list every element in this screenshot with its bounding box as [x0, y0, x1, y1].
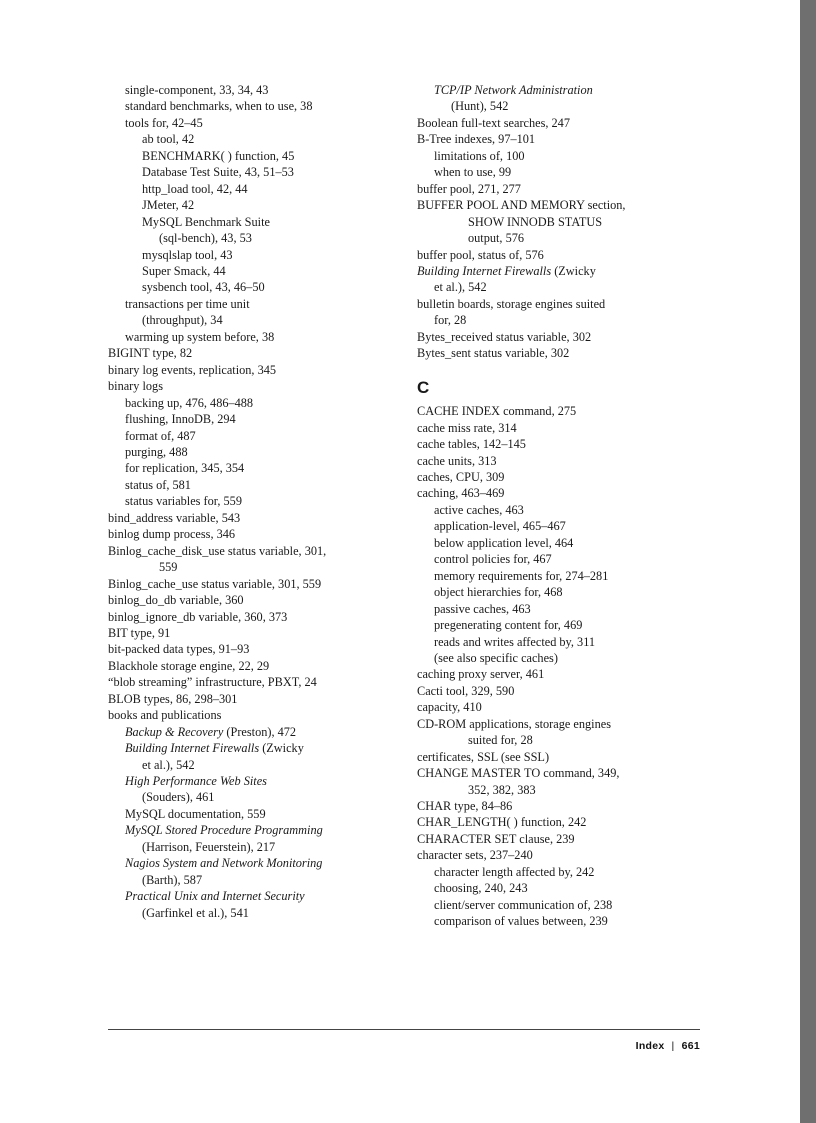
index-entry: [108, 493, 391, 509]
index-entry-text: reads and writes affected by, 311: [434, 634, 596, 649]
index-entry: [108, 806, 391, 822]
index-entry: [108, 609, 391, 625]
index-entry: [108, 477, 391, 493]
index-entry-text: transactions per time unit: [125, 296, 250, 311]
index-entry-title-italic: High Performance Web Sites: [125, 774, 267, 789]
index-entry-text: single-component, 33, 34, 43: [125, 83, 269, 97]
index-entry-text: buffer pool, status of, 576: [417, 247, 544, 262]
index-entry-text: sysbench tool, 43, 46–50: [142, 280, 265, 295]
index-entry-text: bind_address variable, 543: [108, 510, 241, 525]
index-entry: [417, 230, 700, 246]
index-entry-text: binlog dump process, 346: [108, 527, 236, 542]
index-entry-text: 559: [159, 560, 178, 575]
index-entry: [108, 444, 391, 460]
index-entry-text: warming up system before, 38: [125, 329, 275, 344]
index-entry-title-italic: Building Internet Firewalls: [125, 741, 260, 756]
index-entry: [417, 263, 700, 279]
index-entry-text: memory requirements for, 274–281: [434, 568, 609, 583]
footer-separator: |: [671, 1040, 675, 1052]
index-entry-text: flushing, InnoDB, 294: [125, 412, 236, 427]
index-entry-text: (Zwicky: [551, 263, 596, 278]
index-entry-text: comparison of values between, 239: [434, 914, 608, 929]
index-entry-title-italic: Nagios System and Network Monitoring: [125, 856, 323, 871]
index-column-left: [108, 82, 391, 1012]
index-entry: [417, 683, 700, 699]
index-entry: [108, 362, 391, 378]
index-entry-text: B-Tree indexes, 97–101: [417, 132, 536, 147]
page-footer: [108, 1040, 700, 1052]
index-entry: [417, 148, 700, 164]
index-entry: [417, 98, 700, 114]
index-entry: [417, 897, 700, 913]
index-entry-text: MySQL Benchmark Suite: [142, 214, 270, 229]
index-entry: [108, 181, 391, 197]
index-entry-text: et al.), 542: [142, 757, 195, 772]
index-entry-text: (Hunt), 542: [451, 99, 509, 114]
index-entry-text: Blackhole storage engine, 22, 29: [108, 658, 270, 673]
index-entry: [417, 814, 700, 830]
index-entry-text: bit-packed data types, 91–93: [108, 642, 250, 657]
index-entry: [417, 247, 700, 263]
index-entry: [108, 428, 391, 444]
index-entry-text: binlog_do_db variable, 360: [108, 593, 244, 608]
index-entry: [417, 601, 700, 617]
index-entry-text: CHAR type, 84–86: [417, 799, 513, 814]
index-entry: [417, 453, 700, 469]
index-entry: [108, 658, 391, 674]
index-entry: [417, 913, 700, 929]
index-entry-text: http_load tool, 42, 44: [142, 181, 248, 196]
index-entry-text: binlog_ignore_db variable, 360, 373: [108, 609, 288, 624]
index-entry: [417, 798, 700, 814]
index-entry: [417, 214, 700, 230]
index-entry-text: cache units, 313: [417, 453, 497, 468]
index-entry: [108, 460, 391, 476]
index-entry: [108, 543, 391, 559]
index-entry: [417, 847, 700, 863]
index-entry: [108, 559, 391, 575]
index-entry-text: books and publications: [108, 708, 222, 723]
index-entry-text: standard benchmarks, when to use, 38: [125, 99, 313, 114]
index-entry-text: character length affected by, 242: [434, 864, 595, 879]
index-entry-text: passive caches, 463: [434, 601, 531, 616]
index-entry: [417, 732, 700, 748]
index-column-right: [417, 82, 700, 1012]
index-entry: [108, 263, 391, 279]
index-entry-text: CACHE INDEX command, 275: [417, 404, 577, 419]
index-entry-title-italic: Practical Unix and Internet Security: [125, 889, 305, 904]
index-entry: [108, 691, 391, 707]
index-entry-text: purging, 488: [125, 444, 188, 459]
index-entry: [417, 749, 700, 765]
index-entry-text: limitations of, 100: [434, 148, 525, 163]
index-entry: [417, 765, 700, 781]
index-entry: [417, 535, 700, 551]
index-entry-text: bulletin boards, storage engines suited: [417, 296, 606, 311]
index-entry-text: status variables for, 559: [125, 494, 242, 509]
index-entry: [417, 551, 700, 567]
index-entry: [108, 296, 391, 312]
index-entry: [108, 625, 391, 641]
index-entry-text: CHAR_LENGTH( ) function, 242: [417, 815, 587, 830]
index-entry-text: Super Smack, 44: [142, 263, 226, 278]
index-entry: [417, 131, 700, 147]
index-entry-text: pregenerating content for, 469: [434, 618, 583, 633]
index-entry-text: (see also specific caches): [434, 650, 558, 665]
index-entry-text: application-level, 465–467: [434, 519, 566, 534]
index-entry-text: SHOW INNODB STATUS: [468, 214, 603, 229]
index-entry: [108, 378, 391, 394]
index-entry-text: (Garfinkel et al.), 541: [142, 905, 249, 920]
index-entry-text: 352, 382, 383: [468, 782, 536, 797]
index-entry: [417, 312, 700, 328]
index-entry: [417, 403, 700, 419]
index-entry: [108, 247, 391, 263]
index-entry-text: CHANGE MASTER TO command, 349,: [417, 766, 620, 781]
index-entry-text: cache miss rate, 314: [417, 420, 517, 435]
index-entry-text: BIT type, 91: [108, 625, 171, 640]
index-entry: [417, 650, 700, 666]
index-entry: [108, 839, 391, 855]
index-entry-text: tools for, 42–45: [125, 115, 203, 130]
index-entry-text: when to use, 99: [434, 165, 512, 180]
index-entry-text: status of, 581: [125, 477, 191, 492]
index-entry-text: (Harrison, Feuerstein), 217: [142, 839, 276, 854]
index-entry-text: BENCHMARK( ) function, 45: [142, 148, 295, 163]
index-entry: [108, 395, 391, 411]
index-entry-text: BUFFER POOL AND MEMORY section,: [417, 198, 626, 213]
index-entry: [417, 584, 700, 600]
index-entry-text: capacity, 410: [417, 700, 482, 715]
index-entry-text: “blob streaming” infrastructure, PBXT, 24: [108, 675, 317, 690]
index-entry-text: choosing, 240, 243: [434, 881, 528, 896]
index-entry: [108, 510, 391, 526]
index-entry: [417, 115, 700, 131]
index-entry: [417, 296, 700, 312]
index-entry: [108, 740, 391, 756]
index-entry-text: control policies for, 467: [434, 552, 552, 567]
index-entry: [108, 905, 391, 921]
index-entry-text: (throughput), 34: [142, 313, 223, 328]
index-entry: [108, 214, 391, 230]
index-entry: [417, 164, 700, 180]
index-entry: [108, 576, 391, 592]
index-entry-title-italic: Backup & Recovery: [125, 724, 224, 739]
index-entry-text: binary log events, replication, 345: [108, 362, 277, 377]
index-entry: [417, 716, 700, 732]
index-entry-text: BLOB types, 86, 298–301: [108, 691, 238, 706]
index-entry-text: character sets, 237–240: [417, 848, 533, 863]
index-entry-text: below application level, 464: [434, 535, 574, 550]
index-entry-text: Boolean full-text searches, 247: [417, 115, 570, 130]
index-entry: [108, 230, 391, 246]
index-entry-text: binary logs: [108, 379, 163, 394]
index-entry-title-italic: MySQL Stored Procedure Programming: [125, 823, 323, 838]
index-entry: [108, 345, 391, 361]
index-entry: [417, 699, 700, 715]
index-entry: [108, 888, 391, 904]
index-entry-title-italic: TCP/IP Network Administration: [434, 83, 593, 97]
index-entry-text: caches, CPU, 309: [417, 469, 505, 484]
index-entry-text: Cacti tool, 329, 590: [417, 683, 515, 698]
index-entry: [108, 329, 391, 345]
index-entry-text: (Preston), 472: [223, 724, 297, 739]
index-entry-text: (Souders), 461: [142, 790, 215, 805]
index-entry: [108, 279, 391, 295]
index-entry: [108, 526, 391, 542]
index-entry: [108, 115, 391, 131]
index-entry: [108, 197, 391, 213]
index-entry-text: output, 576: [468, 231, 525, 246]
index-section-letter: C: [417, 377, 430, 397]
page-edge-shadow: [800, 0, 816, 1123]
index-entry-text: CHARACTER SET clause, 239: [417, 831, 575, 846]
index-entry-text: BIGINT type, 82: [108, 346, 193, 361]
index-entry-text: suited for, 28: [468, 733, 533, 748]
index-entry: [417, 568, 700, 584]
index-entry: [108, 872, 391, 888]
index-entry: [417, 329, 700, 345]
index-entry: [108, 757, 391, 773]
index-entry: [417, 197, 700, 213]
index-entry-text: (Barth), 587: [142, 872, 203, 887]
index-entry: [108, 674, 391, 690]
footer-divider: [108, 1029, 700, 1030]
index-entry: [108, 822, 391, 838]
index-entry-text: Binlog_cache_disk_use status variable, 301,: [108, 543, 327, 558]
index-entry: [108, 164, 391, 180]
index-entry: [417, 880, 700, 896]
index-content: [108, 82, 700, 1012]
index-entry: [108, 724, 391, 740]
index-entry-text: (sql-bench), 43, 53: [159, 231, 252, 246]
index-entry-text: object hierarchies for, 468: [434, 585, 563, 600]
index-entry: [417, 634, 700, 650]
index-entry-text: for replication, 345, 354: [125, 461, 245, 476]
index-entry-text: caching, 463–469: [417, 486, 505, 501]
index-entry-text: et al.), 542: [434, 280, 487, 295]
index-entry: [417, 518, 700, 534]
index-entry: [417, 666, 700, 682]
index-entry-text: cache tables, 142–145: [417, 437, 526, 452]
index-entry: [417, 82, 700, 98]
index-entry: [417, 864, 700, 880]
index-entry: [417, 485, 700, 501]
footer-page-number: 661: [681, 1040, 700, 1052]
index-entry-text: mysqlslap tool, 43: [142, 247, 233, 262]
index-entry-text: client/server communication of, 238: [434, 897, 613, 912]
index-entry-text: CD-ROM applications, storage engines: [417, 716, 611, 731]
index-entry: [417, 831, 700, 847]
index-entry: [417, 181, 700, 197]
index-entry: [417, 279, 700, 295]
index-entry-text: JMeter, 42: [142, 198, 195, 213]
index-entry-text: Database Test Suite, 43, 51–53: [142, 165, 294, 180]
index-entry: [108, 98, 391, 114]
index-entry: [417, 782, 700, 798]
index-entry: [108, 592, 391, 608]
index-entry: [417, 345, 700, 361]
index-entry-text: for, 28: [434, 313, 467, 328]
index-entry: [417, 469, 700, 485]
index-entry: [417, 502, 700, 518]
index-entry-text: caching proxy server, 461: [417, 667, 545, 682]
index-entry-text: Bytes_received status variable, 302: [417, 329, 592, 344]
index-entry: [108, 789, 391, 805]
index-entry: [417, 617, 700, 633]
index-entry: [108, 773, 391, 789]
index-entry-title-italic: Building Internet Firewalls: [417, 263, 552, 278]
index-entry: [108, 707, 391, 723]
index-entry-text: MySQL documentation, 559: [125, 806, 266, 821]
index-entry: [108, 411, 391, 427]
index-entry-text: Bytes_sent status variable, 302: [417, 346, 570, 361]
index-entry: [108, 131, 391, 147]
index-entry-text: buffer pool, 271, 277: [417, 181, 521, 196]
index-entry-text: Binlog_cache_use status variable, 301, 559: [108, 576, 322, 591]
index-entry-text: format of, 487: [125, 428, 196, 443]
index-entry: [417, 436, 700, 452]
index-entry-text: ab tool, 42: [142, 132, 195, 147]
footer-section-label: Index: [635, 1040, 665, 1052]
index-entry: [108, 82, 391, 98]
index-entry: [108, 855, 391, 871]
index-entry-text: active caches, 463: [434, 502, 524, 517]
index-entry-text: (Zwicky: [259, 741, 304, 756]
index-entry: [417, 420, 700, 436]
index-entry-text: backing up, 476, 486–488: [125, 395, 254, 410]
index-entry: [108, 312, 391, 328]
index-entry-text: certificates, SSL (see SSL): [417, 749, 550, 764]
index-entry: [108, 641, 391, 657]
index-entry: [108, 148, 391, 164]
